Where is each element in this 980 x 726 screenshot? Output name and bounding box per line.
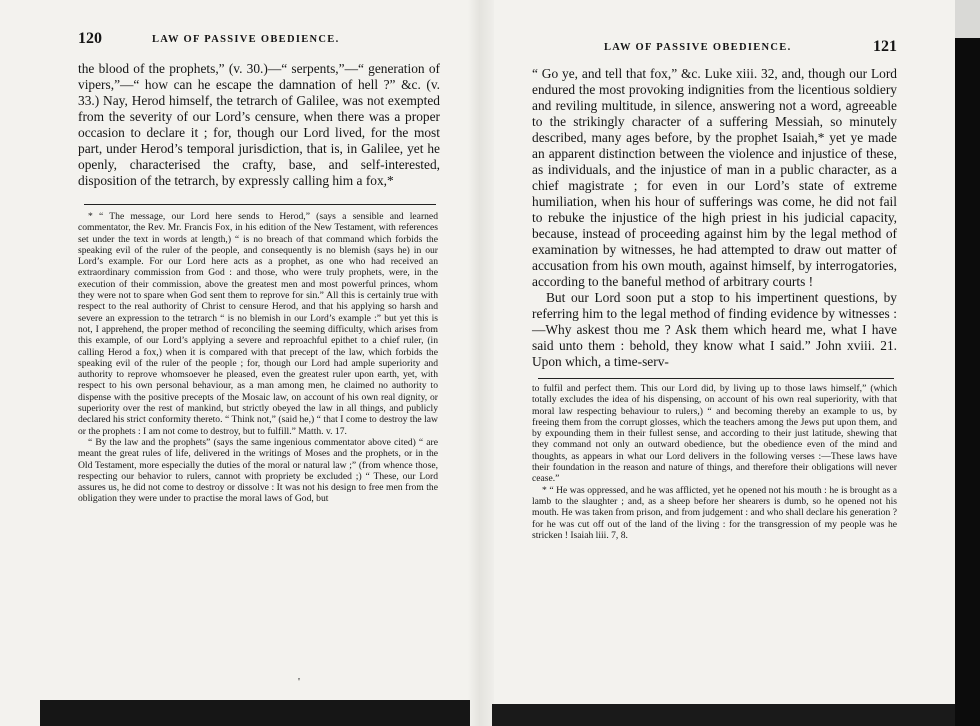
footnote-rule	[538, 378, 894, 379]
footnote-rule	[84, 204, 436, 205]
running-head: LAW OF PASSIVE OBEDIENCE.	[604, 42, 792, 53]
scan-bottom-shadow-left	[40, 700, 470, 726]
running-head: LAW OF PASSIVE OBEDIENCE.	[152, 34, 340, 45]
paragraph: “ Go ye, and tell that fox,” &c. Luke xiii. 32, and, though our Lord endured the most provoking indignities from the licentious soldiery and reviling multitude, in silence, answering not a word, agreeable to the strikingly character of a suffering Messiah, so minutely described, many ages before, by the prophet Isaiah,* yet ye made an apparent distinction between the violence and injustice of these, as individuals, and the injustice of man in a public character, as a chief magistrate ; for even in our Lord’s state of extreme humiliation, when his hour of sufferings was come, he did not fail to rebuke the injustice of the high priest in his judicial capacity, because, instead of proceeding against him by the legal method of examination by witnesses, he had attempted to draw out matter of accusation from his own mouth, against himself, by interrogatories, according to the baneful method of arbitrary courts !	[532, 66, 897, 289]
footnote: * “ He was oppressed, and he was afflicted, yet he opened not his mouth : he is brought as a lamb to the slaughter ; and, as a sheep before her shearers is dumb, so he opened not his mouth. He was taken from prison, and from judgement : and who shall declare his generation ? for he was cut off out of the land of the living : for the transgression of my people was he stricken ! Isaiah liii. 7, 8.	[532, 484, 897, 541]
stray-mark: '	[298, 676, 300, 688]
right-page-header	[532, 38, 897, 60]
paragraph: But our Lord soon put a stop to his impertinent questions, by referring him to the legal method of finding evidence by witnesses :—Why askest thou me ? Ask them which heard me, what I have said unto them : behold, they know what I said.” John xviii. 21. Upon which, a time-serv-	[532, 290, 897, 369]
main-text	[532, 66, 897, 370]
footnote: “ By the law and the prophets” (says the same ingenious commentator above cited) “ are meant the great rules of life, delivered in the writings of Moses and the prophets, or in the Old Testament, more especially the duties of the moral or natural law ;” (from whence those, respecting our behavior to rulers, cannot with propriety be excluded ;) “ These, our Lord assures us, he did not come to destroy or dissolve : It was not his design to free men from the obligation they were under to practise the moral laws of God, but	[78, 436, 438, 505]
page-number: 120	[78, 30, 102, 47]
main-text	[78, 61, 440, 189]
paragraph: the blood of the prophets,” (v. 30.)—“ serpents,”—“ generation of vipers,”—“ how can he escape the damnation of hell ?” &c. (v. 33.) Nay, Herod himself, the tetrarch of Galilee, was not exempted from the severity of our Lord’s censure, when there was a proper occasion to declare it ; for, though our Lord lived, for the most part, under Herod’s temporal jurisdiction, that is, in Galilee, yet he openly, characterised the crafty, base, and self-interested, disposition of the tetrarch, by expressly calling him a fox,*	[78, 61, 440, 188]
footnotes	[532, 383, 897, 541]
footnote: to fulfil and perfect them. This our Lord did, by living up to those laws himself,” (which totally excludes the idea of his dispensing, on account of his own real superiority, with that moral law respecting behaviour to rulers,) “ and becoming thereby an example to us, by freeing them from the corrupt glosses, which the teachers among the Jews put upon them, and by expounding them in their fullest sense, and according to their just latitude, shewing that they command not only an outward obedience, but the obedience even of the mind and thoughts, as appears in what our Lord delivers in the following verses :—These laws have their foundation in the reason and nature of things, and therefore their obligations will never cease.”	[532, 383, 897, 485]
scan-bottom-shadow-right	[492, 704, 955, 726]
scan-edge-shadow	[955, 38, 980, 726]
book-gutter	[468, 0, 494, 726]
footnotes	[78, 211, 438, 505]
page-number: 121	[873, 38, 897, 55]
left-page-header	[78, 30, 440, 52]
footnote: * “ The message, our Lord here sends to Herod,” (says a sensible and learned commentator, the Rev. Mr. Francis Fox, in his edition of the New Testament, with references set under the text in words at length,) “ is no breach of that command which forbids the speaking evil of the ruler of the people, and consequently is no blemish (says he) in our Lord’s example. For our Lord here acts as a prophet, as one who had received an extraordinary commission from God : and those, who were truly prophets, were, in the execution of their commission, above the greatest men and most powerful princes, whom they were not to spare when God sent them to reprove for sin.” All this is certainly true with respect to the real authority of Christ to censure Herod, and that his applying so harsh and severe an expression to the tetrarch “ is no blemish in our Lord’s example :” but yet this is not, I apprehend, the proper method of reconciling the seeming difficulty, which arises from this example, of our Lord’s applying a severe and reproachful epithet to a chief ruler, (in calling Herod a fox,) when it is compared with that precept of the law, which forbids the speaking evil of the ruler of the people ; for, though our Lord had ample superiority and authority to reprove whomsoever he pleased, even the greatest ruler upon earth, yet, with respect to his own personal behaviour, as a man among men, he claimed no authority to dispense with the positive precepts of the Mosaic law, on account of his own real dignity, or superiority over the rest of mankind, but strictly obeyed the law in all things, and publicly declared his strict conformity thereto. “ Think not,” (said he,) “ that I come to destroy the law or the prophets : I am not come to destroy, but to fulfill.” Matth. v. 17.	[78, 211, 438, 437]
